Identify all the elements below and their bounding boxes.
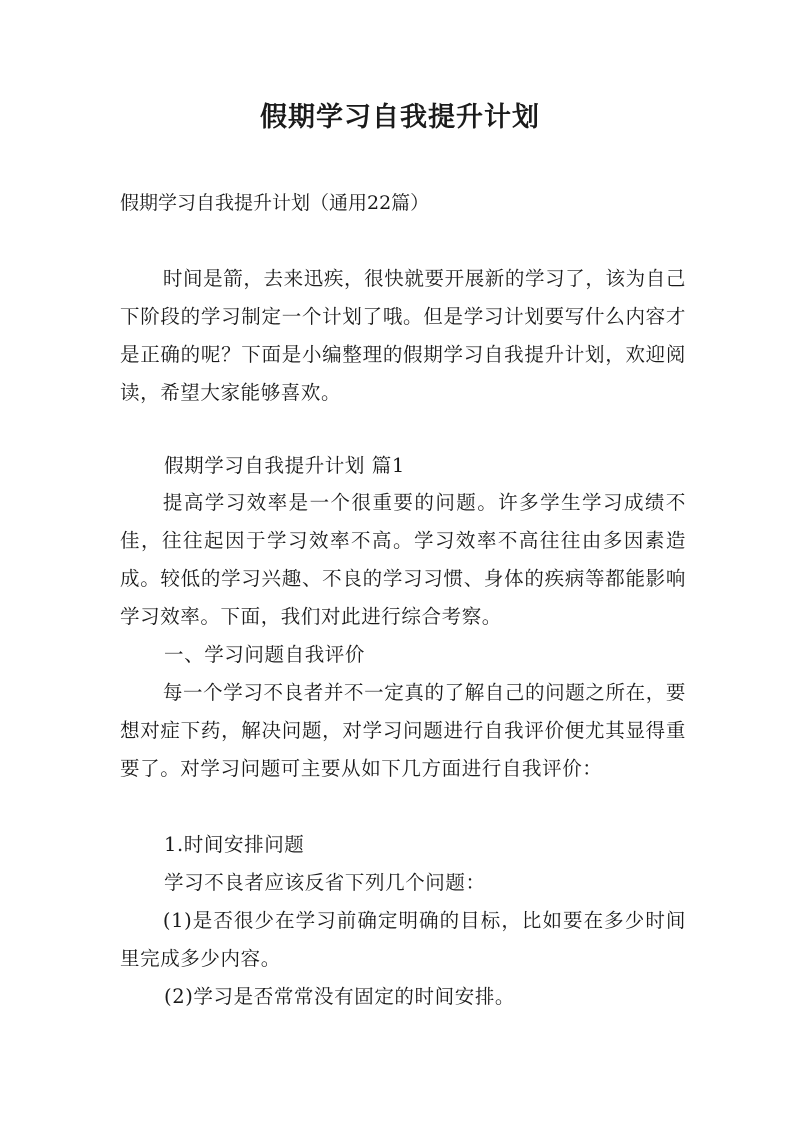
section-paragraph-1: 提高学习效率是一个很重要的问题。许多学生学习成绩不佳，往往起因于学习效率不高。学习效率不高往往由多因素造成。较低的学习兴趣、不良的学习习惯、身体的疾病等都能影响学习效率。下面，我们对此进行综合考察。 xyxy=(120,491,686,628)
subheading-time-arrangement: 1.时间安排问题 xyxy=(164,833,305,856)
heading-self-evaluation: 一、学习问题自我评价 xyxy=(164,643,366,666)
list-item-2: (2)学习是否常常没有固定的时间安排。 xyxy=(164,985,516,1008)
reflect-line: 学习不良者应该反省下列几个问题： xyxy=(164,871,486,894)
document-subtitle: 假期学习自我提升计划（通用22篇） xyxy=(120,192,430,214)
intro-paragraph: 时间是箭，去来迅疾，很快就要开展新的学习了，该为自己下阶段的学习制定一个计划了哦。但是学习计划要写什么内容才是正确的呢？下面是小编整理的假期学习自我提升计划，欢迎阅读，希望大家能够喜欢。 xyxy=(120,267,686,404)
document-title: 假期学习自我提升计划 xyxy=(260,102,540,133)
section-paragraph-2: 每一个学习不良者并不一定真的了解自己的问题之所在，要想对症下药，解决问题，对学习问题进行自我评价便尤其显得重要了。对学习问题可主要从如下几方面进行自我评价： xyxy=(120,681,686,780)
section-title: 假期学习自我提升计划 篇1 xyxy=(164,454,405,477)
list-item-1: (1)是否很少在学习前确定明确的目标，比如要在多少时间里完成多少内容。 xyxy=(120,909,686,970)
